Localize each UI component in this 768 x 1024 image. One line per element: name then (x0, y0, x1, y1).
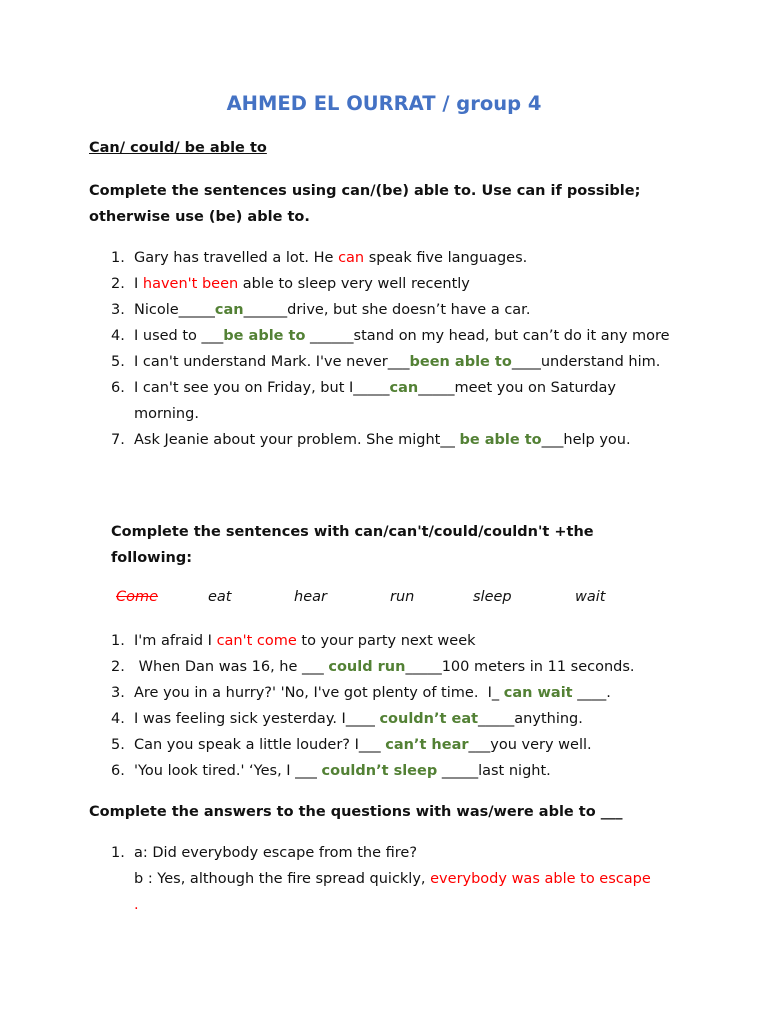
answer: could run (328, 659, 406, 675)
section1-list (111, 245, 681, 453)
section1-instruction: Complete the sentences using can/(be) able to. Use can if possible; otherwise use (be) able to. (89, 183, 641, 225)
word-bank-item: eat (208, 589, 232, 605)
word-bank-item: sleep (473, 589, 512, 605)
list-item: 2. When Dan was 16, he ___ could run_____100 meters in 11 seconds. (111, 659, 635, 675)
section-heading: Can/ could/ be able to (89, 140, 267, 156)
list-item: 5. I can't understand Mark. I've never___been able to____understand him. (111, 354, 661, 370)
answer: can't come (216, 633, 297, 649)
word-bank-item: wait (575, 589, 606, 605)
section2-instruction: Complete the sentences with can/can't/could/couldn't +the following: (111, 524, 594, 566)
answer: couldn’t sleep (321, 763, 438, 779)
word-bank-item: Come (116, 589, 159, 605)
answer: be able to (223, 328, 306, 344)
page-title: AHMED EL OURRAT / group 4 (226, 92, 542, 115)
list-item: 4. I was feeling sick yesterday. I____ couldn’t eat_____anything. (111, 711, 583, 727)
answer: couldn’t eat (379, 711, 479, 727)
list-item: 7. Ask Jeanie about your problem. She might__ be able to___help you. (111, 432, 631, 448)
answer: can (214, 302, 244, 318)
section3-instruction: Complete the answers to the questions with was/were able to ___ (89, 804, 623, 820)
list-item: 4. I used to ___be able to ______stand on my head, but can’t do it any more (111, 328, 670, 344)
answer: can wait (503, 685, 573, 701)
question-text: a: Did everybody escape from the fire? (134, 845, 418, 861)
answer: be able to (459, 432, 542, 448)
list-item: 3. Are you in a hurry?' 'No, I've got plenty of time. I_ can wait ____. (111, 685, 611, 701)
answer: been able to (409, 354, 512, 370)
list-item: 1. I'm afraid I can't come to your party next week (111, 633, 476, 649)
list-item: 6. 'You look tired.' ‘Yes, I ___ couldn’t sleep _____last night. (111, 763, 551, 779)
answer: can (338, 250, 365, 266)
word-bank-item: hear (294, 589, 327, 605)
list-item: 1. a: Did everybody escape from the fire? b : Yes, although the fire spread quickly, everybody was able to escape . (111, 840, 651, 918)
answer: can’t hear (385, 737, 469, 753)
list-item: 3. Nicole_____can______drive, but she doesn’t have a car. (111, 302, 531, 318)
section2-list (111, 628, 681, 784)
word-bank (116, 589, 676, 613)
list-item: 5. Can you speak a little louder? I___ can’t hear___you very well. (111, 737, 592, 753)
word-bank-item: run (390, 589, 415, 605)
answer: can (389, 380, 419, 396)
answer: everybody was able to escape . (134, 871, 651, 913)
list-item: 6. I can't see you on Friday, but I_____can_____meet you on Saturday morning. (111, 380, 617, 422)
list-item: 2. I haven't been able to sleep very well recently (111, 276, 470, 292)
answer-line: b : Yes, although the fire spread quickly, everybody was able to escape . (134, 871, 651, 913)
list-item: 1. Gary has travelled a lot. He can speak five languages. (111, 250, 528, 266)
section3-list (111, 840, 651, 918)
answer: haven't been (142, 276, 239, 292)
